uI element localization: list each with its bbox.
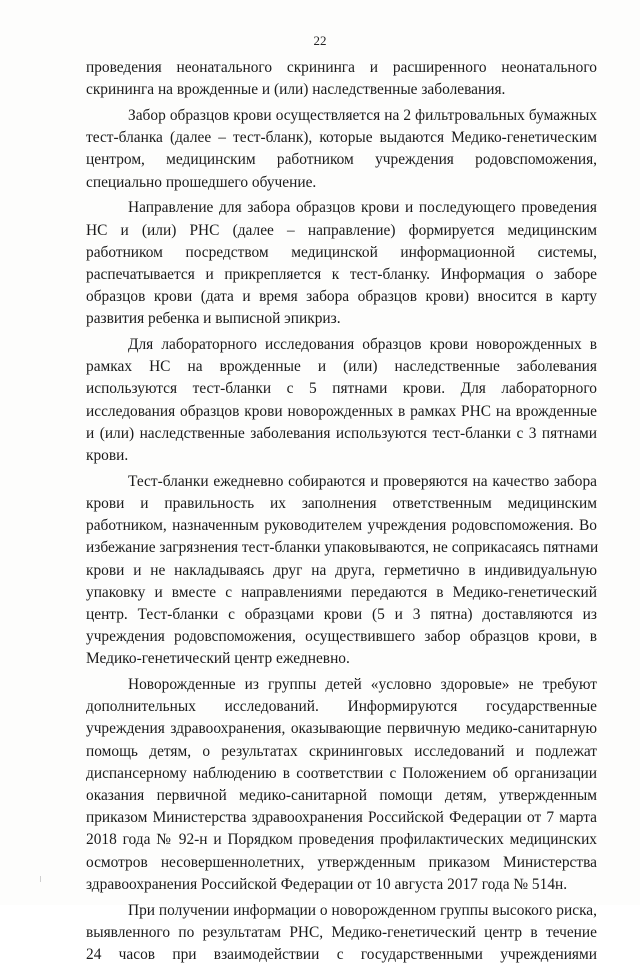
text-line: учреждения родовспоможения, осуществившего забор образцов крови, в (86, 628, 597, 646)
paragraph (86, 197, 597, 330)
text-line: дополнительных исследований. Информируются государственные (86, 698, 597, 716)
text-line: Тест-бланки ежедневно собираются и проверяются на качество забора (128, 472, 597, 490)
text-line: Медико-генетический центр ежедневно. (86, 650, 350, 668)
text-line: помощь детям, о результатах скрининговых исследований и подлежат (86, 742, 597, 760)
paragraph (86, 334, 597, 467)
text-line: учреждения здравоохранения, оказывающие первичную медико-санитарную (86, 720, 597, 738)
text-line: оказания первичной медико-санитарной помощи детям, утвержденным (86, 786, 597, 804)
text-line: Для лабораторного исследования образцов крови новорожденных в (128, 336, 597, 354)
text-line: образцов крови (дата и время забора образцов крови) вносится в карту (86, 288, 597, 306)
text-line: приказом Министерства здравоохранения Российской Федерации от 7 марта (86, 809, 597, 827)
text-line: работником, назначенным руководителем учреждения родовспоможения. Во (86, 517, 597, 535)
text-line: исследования образцов крови новорожденных в рамках РНС на врожденные (86, 402, 597, 420)
paragraph (86, 105, 597, 194)
text-line: распечатывается и прикрепляется к тест-бланку. Информация о заборе (86, 265, 597, 283)
text-line: скрининга на врожденные и (или) наследственные заболевания. (86, 81, 506, 99)
text-line: развития ребенка и выписной эпикриз. (86, 310, 341, 328)
text-line: осмотров несовершеннолетних, утвержденным приказом Министерства (86, 853, 597, 871)
text-line: Забор образцов крови осуществляется на 2 фильтровальных бумажных (128, 106, 597, 124)
text-line: проведения неонатального скрининга и расширенного неонатального (86, 59, 597, 76)
text-line: специально прошедшего обучение. (86, 173, 317, 191)
margin-mark (40, 876, 41, 882)
text-line: здравоохранения Российской Федерации от 10 августа 2017 года № 514н. (86, 875, 568, 893)
paragraph (86, 57, 597, 101)
document-body (86, 57, 597, 970)
text-line: центром, медицинским работником учреждения родовспоможения, (86, 151, 597, 169)
text-line: выявленного по результатам РНС, Медико-генетический центр в течение (86, 923, 597, 941)
text-line: 2018 года № 92-н и Порядком проведения профилактических медицинских (86, 831, 597, 849)
text-line: и (или) наследственные заболевания используются тест-бланки с 3 пятнами (86, 424, 597, 442)
paragraph (86, 674, 597, 896)
text-line: Новорожденные из группы детей «условно здоровые» не требуют (128, 676, 597, 694)
text-line: Направление для забора образцов крови и последующего проведения (128, 199, 597, 217)
text-line: НС и (или) РНС (далее – направление) формируется медицинским (86, 221, 597, 239)
text-line: рамках НС на врожденные и (или) наследственные заболевания (86, 358, 597, 376)
text-line: избежание загрязнения тест-бланки упаковываются, не соприкасаясь пятнами (86, 539, 599, 557)
text-line: используются тест-бланки с 5 пятнами крови. Для лабораторного (86, 380, 597, 398)
text-line: диспансерному наблюдению в соответствии с Положением об организации (86, 764, 597, 782)
text-line: центр. Тест-бланки с образцами крови (5 и 3 пятна) доставляются из (86, 605, 597, 623)
page-number: 22 (313, 33, 327, 48)
text-line: При получении информации о новорожденном группы высокого риска, (128, 901, 597, 919)
text-line: 24 часов при взаимодействии с государственными учреждениями (86, 945, 597, 963)
paragraph (86, 471, 597, 671)
text-line: тест-бланка (далее – тест-бланк), которые выдаются Медико-генетическим (86, 129, 597, 147)
text-line: упаковку и вместе с направлениями передаются в Медико-генетический (86, 583, 597, 601)
text-line: крови и не накладываясь друг на друга, герметично в индивидуальную (86, 561, 597, 579)
text-line: крови и правильность их заполнения ответственным медицинским (86, 494, 597, 512)
paragraph (86, 900, 597, 967)
text-line: крови. (86, 446, 129, 464)
text-line: работником посредством медицинской информационной системы, (86, 243, 597, 261)
